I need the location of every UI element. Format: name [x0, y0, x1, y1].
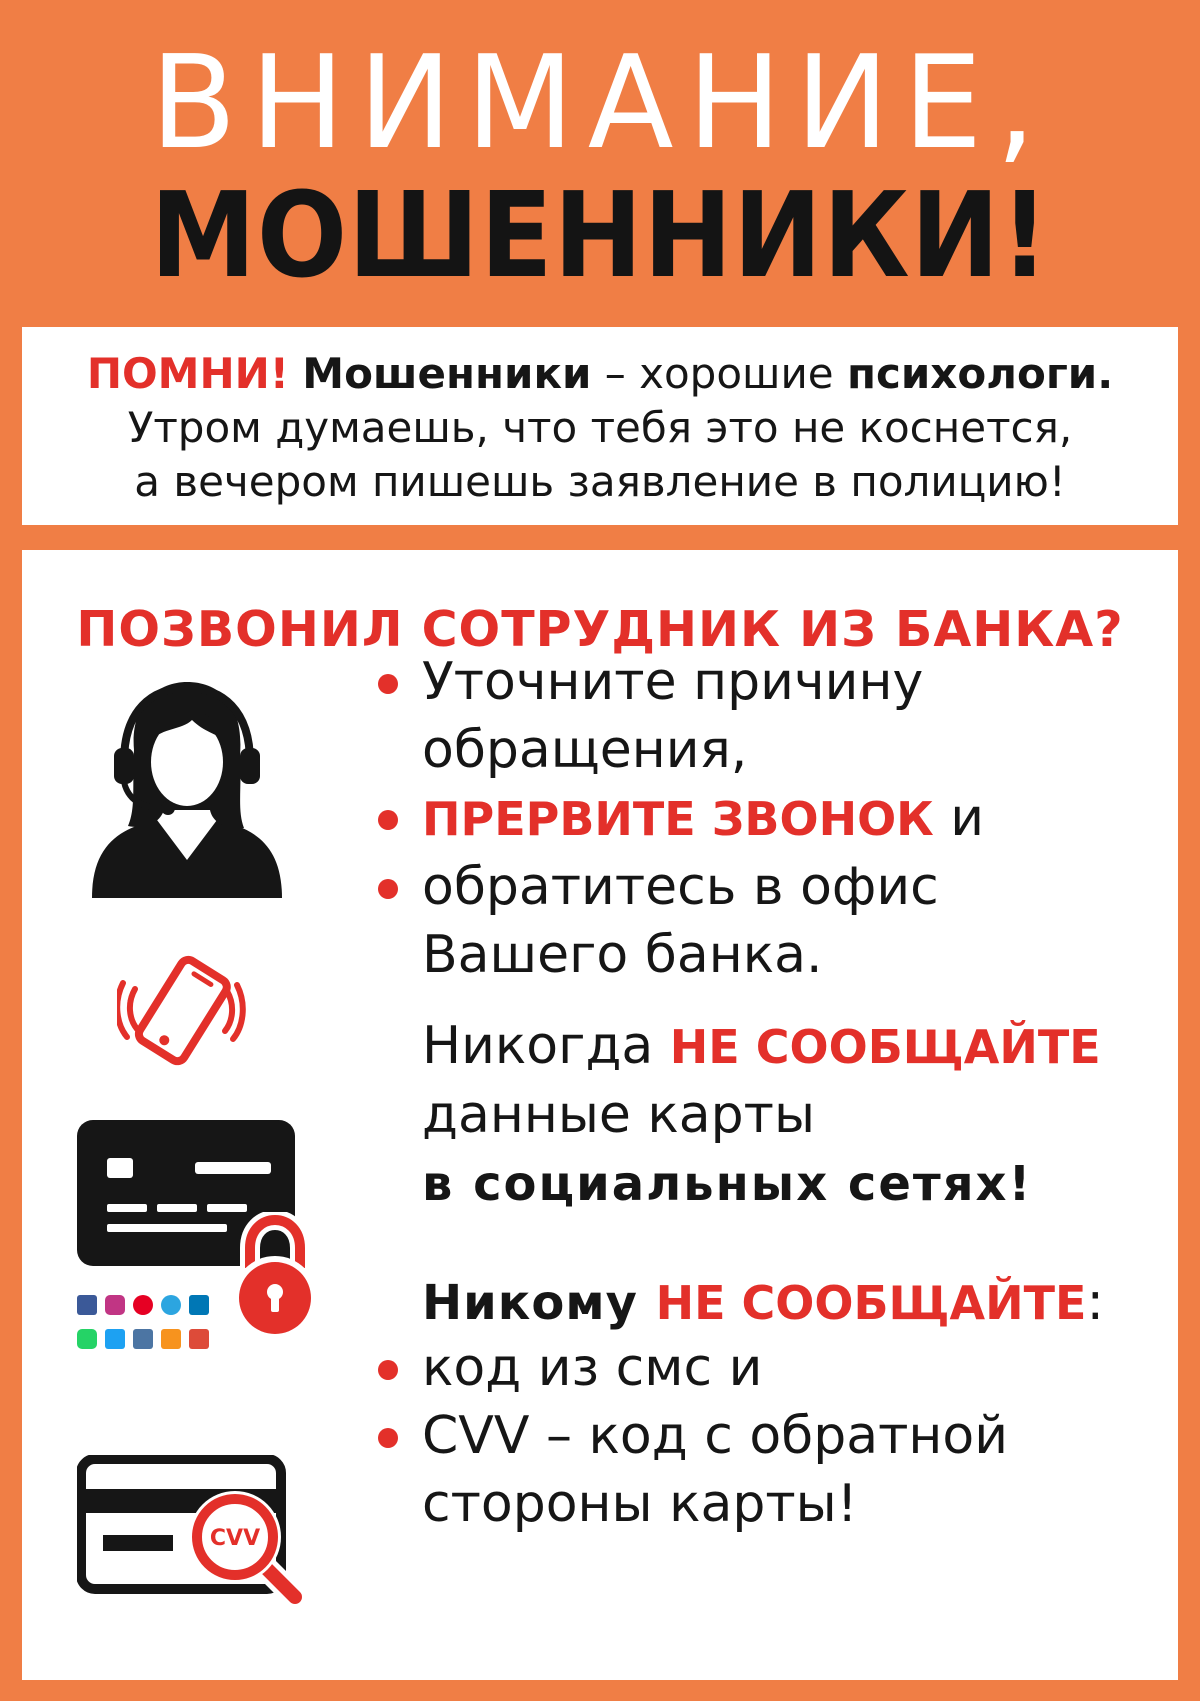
- list-item: [372, 648, 984, 784]
- social-line-2: данные карты: [422, 1085, 816, 1145]
- list-item: [372, 853, 984, 989]
- item-text: код из смс и: [422, 1338, 763, 1398]
- title-scammers: МОШЕННИКИ!: [150, 166, 1050, 304]
- list-item: [372, 784, 984, 853]
- social-prefix: Никогда: [422, 1016, 670, 1076]
- remember-subject: Мошенники: [302, 349, 592, 398]
- title-attention: ВНИМАНИЕ,: [150, 29, 1050, 178]
- remember-box: [22, 327, 1178, 525]
- remember-label: ПОМНИ!: [86, 349, 289, 398]
- cvv-search-icon: [77, 1455, 337, 1615]
- item-text: стороны карты!: [422, 1474, 858, 1534]
- codes-colon: :: [1086, 1272, 1104, 1332]
- list-item: [372, 1402, 1008, 1538]
- codes-list: [372, 1334, 1008, 1538]
- remember-line-2: Утром думаешь, что тебя это не коснется,: [127, 403, 1073, 452]
- social-line-1: [422, 1012, 1101, 1081]
- social-network-icons: [77, 1295, 217, 1355]
- padlock-icon: [222, 1212, 328, 1340]
- social-line-3-text: в социальных сетях!: [422, 1156, 1033, 1212]
- item-text: Уточните причину: [422, 652, 924, 712]
- item-text: CVV – код с обратной: [422, 1406, 1008, 1466]
- social-warning: [422, 1012, 1101, 1218]
- social-red: НЕ СООБЩАЙТЕ: [669, 1020, 1101, 1074]
- codes-red: НЕ СООБЩАЙТЕ: [655, 1276, 1087, 1330]
- social-line-3: [422, 1149, 1101, 1218]
- remember-highlight: психологи.: [846, 349, 1114, 398]
- main-info-box: [22, 550, 1178, 1680]
- bank-call-title: ПОЗВОНИЛ СОТРУДНИК ИЗ БАНКА?: [76, 601, 1124, 658]
- codes-heading: [422, 1268, 1104, 1337]
- item-text: Вашего банка.: [422, 925, 823, 985]
- codes-prefix: Никому: [422, 1275, 656, 1331]
- operator-headset-icon: [72, 670, 302, 900]
- remember-dash: – хорошие: [591, 349, 847, 398]
- item-text: обратитесь в офис: [422, 857, 939, 917]
- hang-up-text: ПРЕРВИТЕ ЗВОНОК: [422, 792, 934, 846]
- remember-line-3: а вечером пишешь заявление в полицию!: [134, 457, 1066, 506]
- cvv-label: CVV: [209, 1526, 261, 1551]
- item-text: и: [933, 788, 985, 848]
- ringing-phone-icon: [117, 945, 247, 1075]
- list-item: [372, 1334, 1008, 1402]
- bank-call-list: [372, 648, 984, 989]
- remember-line-1: [22, 347, 1178, 401]
- item-text: обращения,: [422, 720, 748, 780]
